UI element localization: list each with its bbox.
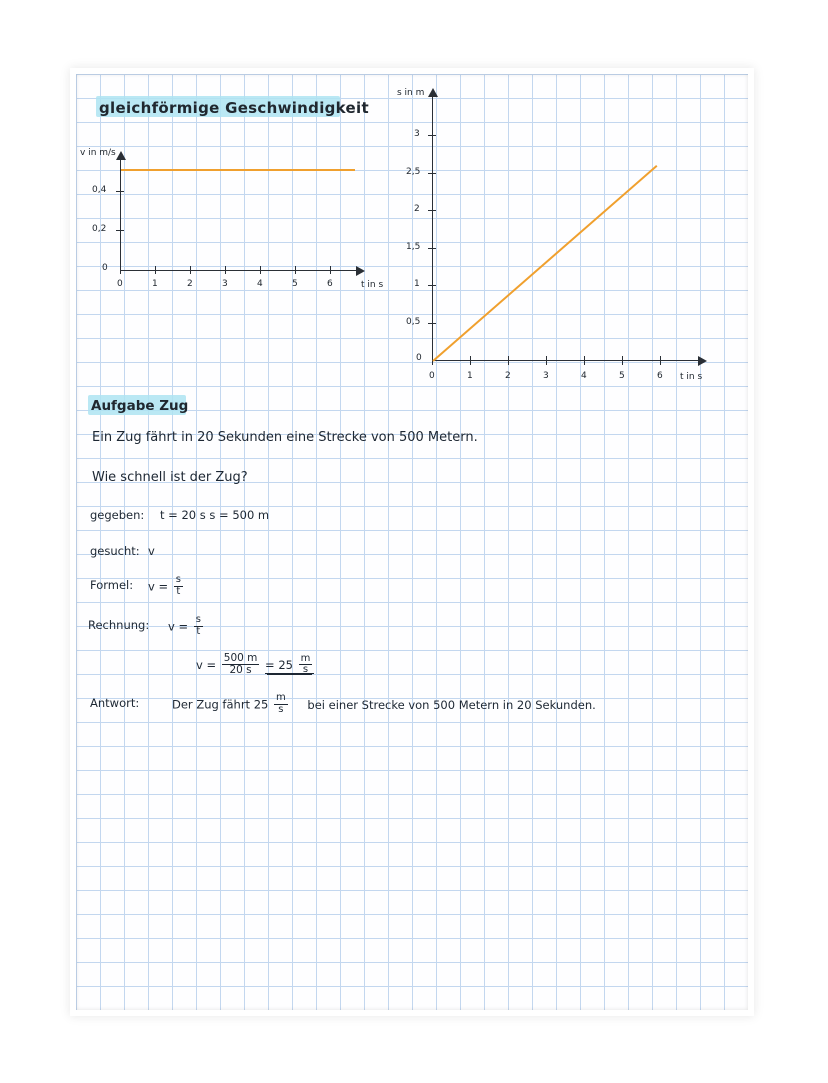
calc2-result-denominator: s — [302, 664, 309, 676]
calc2-denominator: 20 s — [229, 664, 252, 677]
chart2-x-ticklabel-0: 0 — [429, 371, 435, 381]
chart1-x-ticklabel-0: 0 — [117, 279, 123, 289]
chart2-x-tick-6 — [660, 356, 661, 365]
chart2-y-ticklabel-2.5: 2,5 — [406, 167, 421, 177]
chart2-x-ticklabel-6: 6 — [657, 371, 663, 381]
chart2-x-ticklabel-2: 2 — [505, 371, 511, 381]
chart1-data-series-constant-velocity — [121, 169, 355, 171]
given-values: t = 20 s s = 500 m — [160, 508, 270, 522]
answer-unit-fraction — [274, 693, 288, 715]
problem-statement-line-1: Ein Zug fährt in 20 Sekunden eine Strecke von 500 Metern. — [92, 430, 478, 445]
calc-denominator: t — [196, 625, 201, 637]
answer-unit-numerator: m — [276, 692, 286, 703]
sought-label: gesucht: — [90, 544, 140, 558]
chart2-x-ticklabel-3: 3 — [543, 371, 549, 381]
chart1-x-tick-3 — [225, 266, 226, 274]
chart-velocity-time — [80, 145, 384, 300]
chart1-x-ticklabel-3: 3 — [222, 279, 228, 289]
task-heading: Aufgabe Zug — [91, 398, 189, 414]
calc2-equals: = 25 — [265, 658, 293, 673]
chart2-x-axis-arrow — [698, 356, 707, 366]
chart2-y-ticklabel-1.5: 1,5 — [406, 242, 421, 252]
chart1-x-tick-6 — [330, 266, 331, 274]
chart1-x-axis-label: t in s — [361, 280, 384, 290]
chart2-x-ticklabel-4: 4 — [581, 371, 587, 381]
chart1-y-ticklabel-0.4: 0,4 — [92, 185, 107, 195]
chart-distance-time — [392, 85, 722, 385]
chart2-y-ticklabel-0.5: 0,5 — [406, 317, 421, 327]
chart2-y-tick-2 — [428, 210, 436, 211]
chart1-y-axis — [120, 159, 121, 271]
chart1-x-tick-2 — [190, 266, 191, 274]
chart2-y-ticklabel-3: 3 — [414, 129, 420, 139]
chart2-y-tick-3 — [428, 135, 436, 136]
calc2-result-unit — [299, 654, 313, 676]
calc-lhs: v = — [168, 619, 189, 634]
chart1-x-axis-arrow — [356, 266, 365, 276]
chart2-y-tick-0.5 — [428, 323, 436, 324]
formula-fraction — [174, 575, 183, 597]
calc2-fraction — [222, 653, 260, 676]
chart2-data-series-distance — [432, 165, 657, 362]
chart2-y-tick-2.5 — [428, 173, 436, 174]
chart1-x-tick-1 — [155, 266, 156, 274]
answer-text-part-2: bei einer Strecke von 500 Metern in 20 Sekunden. — [307, 697, 596, 712]
chart1-y-tick-0.4 — [116, 191, 124, 192]
chart2-x-tick-3 — [546, 356, 547, 365]
chart1-x-tick-4 — [260, 266, 261, 274]
calculation-step-1 — [168, 616, 205, 638]
chart2-x-tick-2 — [508, 356, 509, 365]
answer-unit-denominator: s — [278, 703, 284, 715]
sought-value: v — [148, 544, 155, 558]
chart1-y-axis-label: v in m/s — [80, 148, 116, 158]
chart2-y-axis — [432, 97, 433, 361]
chart2-x-axis-label: t in s — [680, 372, 703, 382]
answer-label: Antwort: — [90, 696, 140, 710]
calculation-step-2 — [196, 654, 314, 677]
calc2-result-numerator: m — [300, 652, 311, 664]
chart1-y-tick-0.2 — [116, 230, 124, 231]
chart2-y-axis-arrow — [428, 88, 438, 97]
chart1-y-ticklabel-0: 0 — [102, 263, 108, 273]
calculation-label: Rechnung: — [88, 618, 150, 632]
chart1-y-ticklabel-0.2: 0,2 — [92, 224, 107, 234]
chart2-x-ticklabel-1: 1 — [467, 371, 473, 381]
chart1-x-ticklabel-6: 6 — [327, 279, 333, 289]
chart2-x-tick-1 — [470, 356, 471, 365]
chart2-x-tick-4 — [584, 356, 585, 365]
calc-numerator: s — [195, 614, 201, 625]
chart2-y-tick-1.5 — [428, 248, 436, 249]
page-title: gleichförmige Geschwindigkeit — [99, 99, 369, 117]
calc-fraction — [194, 615, 203, 637]
chart1-x-ticklabel-1: 1 — [152, 279, 158, 289]
chart2-y-axis-label: s in m — [397, 88, 425, 98]
chart2-y-ticklabel-1: 1 — [414, 279, 420, 289]
formula-expression — [148, 576, 185, 598]
formula-numerator: s — [175, 574, 181, 585]
calc2-numerator: 500 m — [223, 652, 258, 664]
chart1-x-ticklabel-5: 5 — [292, 279, 298, 289]
formula-lhs: v = — [148, 579, 169, 594]
chart2-x-tick-5 — [622, 356, 623, 365]
calc2-lhs: v = — [196, 658, 217, 673]
formula-label: Formel: — [90, 578, 134, 592]
given-label: gegeben: — [90, 508, 145, 522]
chart1-y-axis-arrow — [116, 151, 126, 160]
chart2-y-ticklabel-0: 0 — [416, 353, 422, 363]
chart1-x-tick-5 — [295, 266, 296, 274]
chart1-x-ticklabel-2: 2 — [187, 279, 193, 289]
formula-denominator: t — [176, 585, 181, 597]
chart1-x-ticklabel-4: 4 — [257, 279, 263, 289]
calc2-result — [265, 652, 314, 676]
problem-question: Wie schnell ist der Zug? — [92, 470, 248, 485]
chart1-x-tick-0 — [120, 266, 121, 274]
chart2-x-ticklabel-5: 5 — [619, 371, 625, 381]
chart2-y-tick-1 — [428, 285, 436, 286]
answer-text-part-1: Der Zug fährt 25 — [172, 697, 269, 712]
answer-text — [172, 694, 596, 716]
chart2-y-ticklabel-2: 2 — [414, 204, 420, 214]
